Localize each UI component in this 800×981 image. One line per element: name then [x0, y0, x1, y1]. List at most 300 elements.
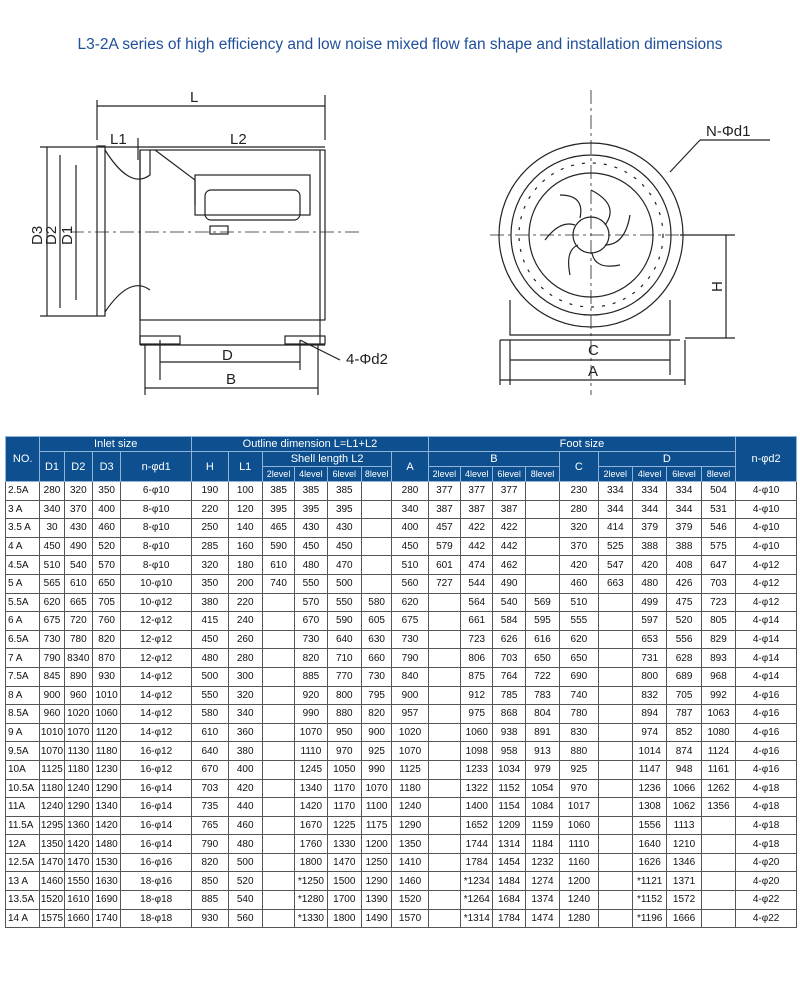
- table-cell: 334: [598, 482, 632, 501]
- table-cell: 4-φ18: [736, 779, 797, 798]
- table-cell: 555: [560, 612, 598, 631]
- table-cell: 1124: [701, 742, 735, 761]
- table-cell: 14-φ12: [121, 686, 192, 705]
- table-cell: 4-φ16: [736, 705, 797, 724]
- table-cell: 240: [228, 612, 262, 631]
- table-cell: 379: [667, 519, 701, 538]
- table-cell: 120: [228, 500, 262, 519]
- table-cell: [598, 891, 632, 910]
- table-cell: 1113: [667, 816, 701, 835]
- table-cell: [701, 891, 735, 910]
- table-row: [6, 872, 797, 891]
- table-cell: 4-φ22: [736, 909, 797, 928]
- table-cell: 1100: [361, 798, 391, 817]
- table-cell: 1626: [632, 853, 666, 872]
- table-cell: 510: [40, 556, 64, 575]
- table-cell: 1010: [40, 723, 64, 742]
- header-d2: D2: [64, 452, 92, 482]
- table-cell: 1308: [632, 798, 666, 817]
- table-cell: 670: [295, 612, 327, 631]
- table-cell: 4-φ16: [736, 760, 797, 779]
- table-cell: 8340: [64, 649, 92, 668]
- table-cell: 730: [361, 667, 391, 686]
- table-cell: 520: [228, 872, 262, 891]
- table-cell: *1264: [461, 891, 493, 910]
- table-cell: 377: [428, 482, 460, 501]
- table-cell: 1666: [667, 909, 701, 928]
- table-cell: 285: [192, 537, 228, 556]
- table-cell: 990: [361, 760, 391, 779]
- table-cell: 385: [262, 482, 294, 501]
- table-cell: 601: [428, 556, 460, 575]
- table-cell: 370: [560, 537, 598, 556]
- table-cell: 968: [701, 667, 735, 686]
- table-cell: 1170: [327, 779, 361, 798]
- table-cell: 1209: [493, 816, 525, 835]
- table-body: [6, 482, 797, 928]
- table-cell: 1280: [560, 909, 598, 928]
- table-cell: 379: [632, 519, 666, 538]
- table-cell: 1374: [525, 891, 559, 910]
- table-cell: [262, 779, 294, 798]
- table-cell: 1014: [632, 742, 666, 761]
- header-d: D: [598, 452, 736, 467]
- table-cell: 8-φ10: [121, 500, 192, 519]
- table-cell: 460: [560, 574, 598, 593]
- table-cell: 970: [327, 742, 361, 761]
- table-cell: 190: [192, 482, 228, 501]
- table-cell: 499: [632, 593, 666, 612]
- header-b: B: [428, 452, 559, 467]
- table-cell: *1234: [461, 872, 493, 891]
- table-cell: [262, 705, 294, 724]
- table-cell: 422: [461, 519, 493, 538]
- model-cell: 13.5A: [6, 891, 40, 910]
- table-cell: 500: [192, 667, 228, 686]
- table-cell: *1152: [632, 891, 666, 910]
- table-cell: 820: [361, 705, 391, 724]
- table-cell: [598, 593, 632, 612]
- table-cell: *1196: [632, 909, 666, 928]
- table-cell: [525, 482, 559, 501]
- table-cell: 804: [525, 705, 559, 724]
- header-a: A: [392, 452, 428, 482]
- table-cell: [598, 853, 632, 872]
- table-cell: 1295: [40, 816, 64, 835]
- table-cell: 1290: [361, 872, 391, 891]
- table-cell: [428, 612, 460, 631]
- table-cell: [598, 612, 632, 631]
- table-cell: 925: [560, 760, 598, 779]
- table-cell: 1120: [92, 723, 120, 742]
- table-cell: [428, 667, 460, 686]
- header-d-6level: 6level: [667, 467, 701, 482]
- table-cell: 1350: [392, 835, 428, 854]
- table-cell: 350: [192, 574, 228, 593]
- table-cell: 1660: [64, 909, 92, 928]
- table-cell: 4-φ18: [736, 798, 797, 817]
- header-d-2level: 2level: [598, 467, 632, 482]
- table-cell: 387: [428, 500, 460, 519]
- table-row: [6, 705, 797, 724]
- table-cell: 460: [228, 816, 262, 835]
- table-cell: [598, 667, 632, 686]
- table-cell: 690: [560, 667, 598, 686]
- table-cell: 400: [228, 760, 262, 779]
- table-cell: [428, 872, 460, 891]
- table-row: [6, 667, 797, 686]
- table-cell: 1098: [461, 742, 493, 761]
- table-cell: [361, 537, 391, 556]
- table-cell: [525, 556, 559, 575]
- table-cell: 1690: [92, 891, 120, 910]
- table-cell: 550: [327, 593, 361, 612]
- table-cell: 550: [192, 686, 228, 705]
- table-cell: 4-φ16: [736, 742, 797, 761]
- table-cell: 597: [632, 612, 666, 631]
- table-cell: 1740: [92, 909, 120, 928]
- table-cell: 1060: [560, 816, 598, 835]
- table-cell: 1210: [667, 835, 701, 854]
- table-cell: 640: [327, 630, 361, 649]
- table-cell: 1147: [632, 760, 666, 779]
- table-cell: 4-φ14: [736, 649, 797, 668]
- table-cell: 340: [228, 705, 262, 724]
- table-cell: 1520: [40, 891, 64, 910]
- model-cell: 6 A: [6, 612, 40, 631]
- table-cell: 1470: [327, 853, 361, 872]
- table-cell: 1020: [64, 705, 92, 724]
- table-cell: 780: [64, 630, 92, 649]
- table-cell: 4-φ14: [736, 630, 797, 649]
- table-cell: 575: [701, 537, 735, 556]
- table-cell: 1125: [40, 760, 64, 779]
- table-cell: 1240: [560, 891, 598, 910]
- table-cell: 1070: [295, 723, 327, 742]
- table-cell: [262, 816, 294, 835]
- table-cell: 4-φ20: [736, 872, 797, 891]
- table-cell: 795: [361, 686, 391, 705]
- table-cell: 1080: [701, 723, 735, 742]
- table-cell: 1180: [92, 742, 120, 761]
- table-cell: 18-φ18: [121, 891, 192, 910]
- table-row: [6, 723, 797, 742]
- header-l1: L1: [228, 452, 262, 482]
- table-cell: 890: [64, 667, 92, 686]
- table-cell: [598, 742, 632, 761]
- table-cell: 891: [525, 723, 559, 742]
- table-cell: 395: [295, 500, 327, 519]
- table-cell: 1570: [392, 909, 428, 928]
- table-cell: 1350: [40, 835, 64, 854]
- table-cell: [598, 816, 632, 835]
- model-cell: 5.5A: [6, 593, 40, 612]
- table-cell: *1121: [632, 872, 666, 891]
- table-cell: 1640: [632, 835, 666, 854]
- table-cell: 800: [632, 667, 666, 686]
- table-cell: 540: [64, 556, 92, 575]
- table-cell: 160: [228, 537, 262, 556]
- table-cell: 510: [560, 593, 598, 612]
- table-cell: 885: [192, 891, 228, 910]
- table-row: [6, 686, 797, 705]
- table-cell: 805: [701, 612, 735, 631]
- header-no: NO.: [6, 437, 40, 482]
- model-cell: 12.5A: [6, 853, 40, 872]
- table-cell: 18-φ16: [121, 872, 192, 891]
- table-cell: [701, 872, 735, 891]
- header-b-4level: 4level: [461, 467, 493, 482]
- header-b-6level: 6level: [493, 467, 525, 482]
- table-cell: [428, 798, 460, 817]
- table-cell: 350: [92, 482, 120, 501]
- table-cell: 689: [667, 667, 701, 686]
- table-cell: 780: [560, 705, 598, 724]
- table-cell: 16-φ14: [121, 779, 192, 798]
- table-cell: 979: [525, 760, 559, 779]
- model-cell: 12A: [6, 835, 40, 854]
- table-cell: 230: [560, 482, 598, 501]
- table-cell: 880: [327, 705, 361, 724]
- table-row: [6, 742, 797, 761]
- table-cell: 1610: [64, 891, 92, 910]
- table-cell: [361, 556, 391, 575]
- table-cell: 334: [632, 482, 666, 501]
- header-nd2: n-φd2: [736, 437, 797, 482]
- table-cell: 1322: [461, 779, 493, 798]
- table-row: [6, 816, 797, 835]
- table-cell: 900: [392, 686, 428, 705]
- table-cell: 564: [461, 593, 493, 612]
- table-cell: 675: [40, 612, 64, 631]
- model-cell: 3.5 A: [6, 519, 40, 538]
- table-cell: 1225: [327, 816, 361, 835]
- table-cell: [701, 853, 735, 872]
- table-cell: 790: [192, 835, 228, 854]
- table-cell: 703: [493, 649, 525, 668]
- table-cell: 723: [701, 593, 735, 612]
- table-cell: 960: [64, 686, 92, 705]
- table-cell: 1232: [525, 853, 559, 872]
- table-row: [6, 853, 797, 872]
- table-cell: [262, 742, 294, 761]
- table-cell: [598, 705, 632, 724]
- table-cell: [361, 519, 391, 538]
- table-cell: 730: [40, 630, 64, 649]
- model-cell: 5 A: [6, 574, 40, 593]
- table-cell: 760: [92, 612, 120, 631]
- table-cell: 14-φ12: [121, 705, 192, 724]
- table-cell: 377: [461, 482, 493, 501]
- header-nd1: n-φd1: [121, 452, 192, 482]
- table-cell: [598, 723, 632, 742]
- table-cell: 1017: [560, 798, 598, 817]
- table-cell: 785: [493, 686, 525, 705]
- table-cell: [428, 760, 460, 779]
- table-cell: [262, 891, 294, 910]
- model-cell: 4 A: [6, 537, 40, 556]
- table-cell: 894: [632, 705, 666, 724]
- table-cell: [428, 649, 460, 668]
- table-cell: 1240: [392, 798, 428, 817]
- table-cell: 845: [40, 667, 64, 686]
- table-cell: 920: [295, 686, 327, 705]
- table-cell: 1274: [525, 872, 559, 891]
- table-cell: *1314: [461, 909, 493, 928]
- label-A: A: [588, 363, 599, 380]
- header-d-4level: 4level: [632, 467, 666, 482]
- table-cell: 832: [632, 686, 666, 705]
- table-cell: [701, 909, 735, 928]
- table-cell: 829: [701, 630, 735, 649]
- table-cell: 665: [64, 593, 92, 612]
- table-cell: 1420: [64, 835, 92, 854]
- table-cell: 426: [667, 574, 701, 593]
- table-cell: 4-φ22: [736, 891, 797, 910]
- table-cell: 16-φ12: [121, 760, 192, 779]
- table-cell: 975: [461, 705, 493, 724]
- table-cell: 765: [192, 816, 228, 835]
- table-cell: 10-φ12: [121, 593, 192, 612]
- table-cell: 605: [361, 612, 391, 631]
- table-cell: 620: [40, 593, 64, 612]
- table-cell: 388: [667, 537, 701, 556]
- table-cell: 960: [40, 705, 64, 724]
- table-cell: 525: [598, 537, 632, 556]
- table-cell: 1063: [701, 705, 735, 724]
- table-cell: 385: [327, 482, 361, 501]
- table-cell: [598, 779, 632, 798]
- table-cell: 1700: [327, 891, 361, 910]
- table-cell: [525, 519, 559, 538]
- table-cell: 550: [295, 574, 327, 593]
- table-cell: 408: [667, 556, 701, 575]
- table-cell: 500: [327, 574, 361, 593]
- table-cell: [262, 630, 294, 649]
- table-cell: 730: [295, 630, 327, 649]
- table-cell: 840: [392, 667, 428, 686]
- table-cell: 885: [295, 667, 327, 686]
- table-cell: 450: [392, 537, 428, 556]
- table-cell: 616: [525, 630, 559, 649]
- table-cell: 970: [560, 779, 598, 798]
- table-row: [6, 612, 797, 631]
- table-cell: [598, 686, 632, 705]
- table-cell: *1280: [295, 891, 327, 910]
- table-cell: 442: [493, 537, 525, 556]
- header-d3: D3: [92, 452, 120, 482]
- table-cell: 948: [667, 760, 701, 779]
- table-cell: 580: [361, 593, 391, 612]
- table-cell: 1154: [493, 798, 525, 817]
- table-cell: 457: [428, 519, 460, 538]
- label-D3: D3: [29, 225, 46, 245]
- table-cell: 1484: [493, 872, 525, 891]
- table-cell: 450: [40, 537, 64, 556]
- model-cell: 10A: [6, 760, 40, 779]
- table-cell: 1066: [667, 779, 701, 798]
- table-cell: 806: [461, 649, 493, 668]
- table-cell: 610: [64, 574, 92, 593]
- table-cell: 630: [361, 630, 391, 649]
- table-cell: 722: [525, 667, 559, 686]
- table-cell: 650: [92, 574, 120, 593]
- table-cell: 640: [192, 742, 228, 761]
- table-cell: 4-φ12: [736, 593, 797, 612]
- table-cell: 14-φ12: [121, 667, 192, 686]
- table-cell: 1250: [361, 853, 391, 872]
- table-cell: 653: [632, 630, 666, 649]
- table-cell: 360: [228, 723, 262, 742]
- table-cell: 663: [598, 574, 632, 593]
- table-cell: 1230: [92, 760, 120, 779]
- table-cell: 1330: [327, 835, 361, 854]
- table-cell: [262, 853, 294, 872]
- table-cell: 730: [392, 630, 428, 649]
- table-cell: [361, 574, 391, 593]
- table-cell: 703: [701, 574, 735, 593]
- table-cell: 462: [493, 556, 525, 575]
- table-cell: 1010: [92, 686, 120, 705]
- table-cell: 1175: [361, 816, 391, 835]
- table-cell: 1420: [92, 816, 120, 835]
- table-cell: 950: [327, 723, 361, 742]
- model-cell: 4.5A: [6, 556, 40, 575]
- table-cell: *1330: [295, 909, 327, 928]
- table-cell: 620: [392, 593, 428, 612]
- table-cell: 650: [560, 649, 598, 668]
- table-cell: 6-φ10: [121, 482, 192, 501]
- table-cell: 16-φ16: [121, 853, 192, 872]
- table-cell: 380: [192, 593, 228, 612]
- table-cell: 1170: [327, 798, 361, 817]
- table-cell: 1520: [392, 891, 428, 910]
- table-cell: 590: [262, 537, 294, 556]
- table-cell: 340: [40, 500, 64, 519]
- table-cell: 958: [493, 742, 525, 761]
- table-cell: 675: [392, 612, 428, 631]
- table-cell: 540: [493, 593, 525, 612]
- table-cell: [701, 835, 735, 854]
- table-cell: 344: [632, 500, 666, 519]
- table-row: [6, 593, 797, 612]
- table-cell: 531: [701, 500, 735, 519]
- model-cell: 9 A: [6, 723, 40, 742]
- table-cell: [598, 760, 632, 779]
- table-cell: 520: [92, 537, 120, 556]
- table-cell: 992: [701, 686, 735, 705]
- table-cell: [262, 872, 294, 891]
- table-cell: 1744: [461, 835, 493, 854]
- table-cell: [262, 649, 294, 668]
- table-cell: 4-φ14: [736, 612, 797, 631]
- table-cell: 334: [667, 482, 701, 501]
- table-cell: 1070: [40, 742, 64, 761]
- table-cell: 4-φ20: [736, 853, 797, 872]
- table-cell: 1800: [295, 853, 327, 872]
- table-cell: 547: [598, 556, 632, 575]
- table-cell: 1490: [361, 909, 391, 928]
- table-cell: [262, 686, 294, 705]
- table-cell: 731: [632, 649, 666, 668]
- table-cell: 1454: [493, 853, 525, 872]
- table-cell: 820: [295, 649, 327, 668]
- table-cell: 670: [192, 760, 228, 779]
- table-cell: 1340: [92, 798, 120, 817]
- table-cell: 590: [327, 612, 361, 631]
- table-cell: 990: [295, 705, 327, 724]
- table-cell: 783: [525, 686, 559, 705]
